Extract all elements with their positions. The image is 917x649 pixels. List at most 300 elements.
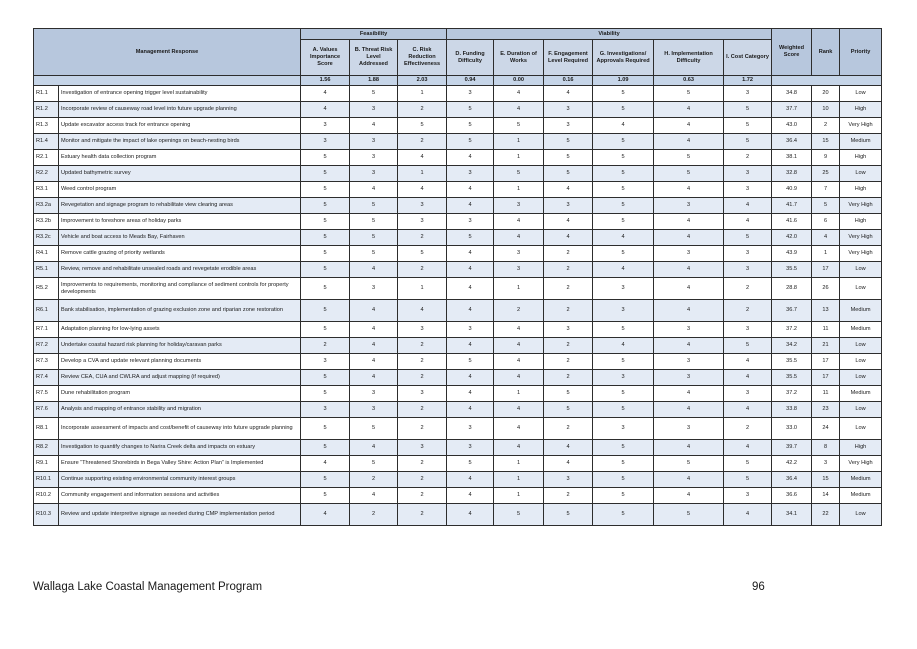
priority-cell: High (840, 102, 882, 118)
criterion-score: 4 (350, 322, 398, 338)
priority-cell: Medium (840, 488, 882, 504)
criterion-score: 2 (544, 370, 593, 386)
response-description: Undertake coastal hazard risk planning for holiday/caravan parks (59, 338, 301, 354)
rank-cell: 25 (812, 166, 840, 182)
criterion-score: 2 (398, 134, 447, 150)
criterion-score: 5 (593, 386, 654, 402)
criterion-score: 2 (544, 418, 593, 440)
criterion-score: 5 (301, 386, 350, 402)
criterion-score: 5 (654, 504, 724, 526)
rank-cell: 11 (812, 322, 840, 338)
criterion-score: 3 (350, 278, 398, 300)
rank-header: Rank (812, 29, 840, 76)
rank-cell: 5 (812, 198, 840, 214)
criterion-score: 5 (301, 322, 350, 338)
response-description: Incorporate review of causeway road level into future upgrade planning (59, 102, 301, 118)
criterion-score: 3 (398, 198, 447, 214)
response-description: Review and update interpretive signage as needed during CMP implementation period (59, 504, 301, 526)
criterion-score: 5 (593, 472, 654, 488)
rank-cell: 24 (812, 418, 840, 440)
criterion-score: 5 (593, 182, 654, 198)
criterion-score: 4 (350, 440, 398, 456)
weighted-score-cell: 33.0 (772, 418, 812, 440)
criterion-score: 5 (350, 86, 398, 102)
criterion-score: 4 (544, 440, 593, 456)
criterion-score: 5 (593, 86, 654, 102)
priority-cell: Very High (840, 230, 882, 246)
response-description: Adaptation planning for low-lying assets (59, 322, 301, 338)
criterion-score: 4 (494, 102, 544, 118)
criterion-score: 4 (398, 150, 447, 166)
response-description: Analysis and mapping of entrance stability and migration (59, 402, 301, 418)
response-description: Weed control program (59, 182, 301, 198)
criterion-score: 3 (447, 166, 494, 182)
criterion-weight: 1.72 (724, 76, 772, 86)
criterion-header: F. Engagement Level Required (544, 40, 593, 76)
response-description: Review CEA, CUA and CWLRA and adjust mapping (if required) (59, 370, 301, 386)
rank-cell: 8 (812, 440, 840, 456)
criterion-score: 3 (398, 214, 447, 230)
response-id: R9.1 (34, 456, 59, 472)
criterion-score: 2 (544, 278, 593, 300)
criterion-score: 4 (494, 440, 544, 456)
criterion-score: 4 (301, 456, 350, 472)
criterion-score: 4 (724, 402, 772, 418)
viability-group-header: Viability (447, 29, 772, 40)
criterion-score: 2 (350, 472, 398, 488)
criterion-score: 4 (494, 230, 544, 246)
criterion-score: 4 (654, 214, 724, 230)
table-row (34, 214, 882, 230)
criterion-score: 3 (350, 102, 398, 118)
weighted-score-cell: 43.9 (772, 246, 812, 262)
criterion-score: 4 (654, 488, 724, 504)
rank-cell: 15 (812, 134, 840, 150)
table-row (34, 370, 882, 386)
criterion-score: 3 (494, 262, 544, 278)
priority-cell: Low (840, 278, 882, 300)
criterion-header: H. Implementation Difficulty (654, 40, 724, 76)
response-id: R1.4 (34, 134, 59, 150)
criterion-score: 5 (350, 198, 398, 214)
criterion-score: 5 (350, 230, 398, 246)
criterion-score: 3 (724, 262, 772, 278)
criterion-score: 5 (593, 402, 654, 418)
criterion-score: 3 (398, 440, 447, 456)
response-description: Community engagement and information sessions and activities (59, 488, 301, 504)
priority-cell: Medium (840, 300, 882, 322)
priority-cell: Medium (840, 386, 882, 402)
criterion-score: 2 (544, 338, 593, 354)
criterion-score: 4 (593, 230, 654, 246)
criterion-score: 5 (301, 230, 350, 246)
criterion-score: 2 (398, 418, 447, 440)
criterion-score: 2 (398, 402, 447, 418)
response-id: R3.2c (34, 230, 59, 246)
response-id: R10.2 (34, 488, 59, 504)
weighted-score-cell: 35.5 (772, 262, 812, 278)
criterion-score: 4 (724, 214, 772, 230)
response-description: Review, remove and rehabilitate unsealed roads and revegetate erodible areas (59, 262, 301, 278)
criterion-score: 5 (447, 102, 494, 118)
criterion-score: 2 (494, 300, 544, 322)
weighted-score-cell: 41.6 (772, 214, 812, 230)
criterion-score: 4 (494, 322, 544, 338)
criterion-score: 4 (654, 230, 724, 246)
criterion-score: 5 (593, 134, 654, 150)
criterion-score: 4 (447, 370, 494, 386)
priority-cell: Very High (840, 118, 882, 134)
criterion-score: 4 (447, 246, 494, 262)
criterion-score: 3 (447, 86, 494, 102)
criterion-score: 5 (593, 488, 654, 504)
criterion-score: 3 (724, 246, 772, 262)
criterion-score: 2 (544, 246, 593, 262)
priority-cell: Very High (840, 456, 882, 472)
response-id: R3.1 (34, 182, 59, 198)
weighted-score-cell: 33.8 (772, 402, 812, 418)
table-row (34, 418, 882, 440)
criterion-score: 2 (301, 338, 350, 354)
criterion-score: 5 (398, 118, 447, 134)
priority-cell: Medium (840, 322, 882, 338)
criterion-score: 3 (350, 150, 398, 166)
criterion-score: 4 (494, 214, 544, 230)
rank-cell: 14 (812, 488, 840, 504)
weighted-score-cell: 35.5 (772, 354, 812, 370)
criterion-score: 1 (398, 278, 447, 300)
criterion-score: 4 (447, 182, 494, 198)
criterion-score: 4 (593, 118, 654, 134)
criterion-score: 5 (593, 166, 654, 182)
criterion-score: 4 (544, 456, 593, 472)
response-id: R6.1 (34, 300, 59, 322)
rank-cell: 2 (812, 118, 840, 134)
criterion-score: 4 (654, 386, 724, 402)
weighted-score-cell: 36.6 (772, 488, 812, 504)
table-row (34, 118, 882, 134)
criterion-score: 1 (494, 386, 544, 402)
criterion-score: 2 (544, 354, 593, 370)
table-row (34, 182, 882, 198)
criterion-score: 4 (447, 300, 494, 322)
response-description: Incorporate assessment of impacts and cost/benefit of causeway into future upgrade planning (59, 418, 301, 440)
weighted-score-cell: 42.0 (772, 230, 812, 246)
rank-cell: 26 (812, 278, 840, 300)
criterion-score: 3 (724, 86, 772, 102)
weighted-score-cell: 37.2 (772, 386, 812, 402)
table-row (34, 386, 882, 402)
criterion-score: 4 (724, 504, 772, 526)
weighted-score-cell: 36.4 (772, 134, 812, 150)
criterion-score: 3 (350, 166, 398, 182)
criterion-score: 4 (544, 182, 593, 198)
criterion-header: C. Risk Reduction Effectiveness (398, 40, 447, 76)
criterion-score: 4 (447, 150, 494, 166)
rank-cell: 4 (812, 230, 840, 246)
criterion-score: 2 (544, 488, 593, 504)
response-description: Investigation to quantify changes to Narira Creek delta and impacts on estuary (59, 440, 301, 456)
criterion-score: 5 (724, 102, 772, 118)
criterion-score: 5 (494, 118, 544, 134)
response-id: R10.3 (34, 504, 59, 526)
rank-cell: 17 (812, 262, 840, 278)
rank-cell: 17 (812, 370, 840, 386)
priority-cell: High (840, 214, 882, 230)
criterion-weight: 2.03 (398, 76, 447, 86)
response-description: Continue supporting existing environmental community interest groups (59, 472, 301, 488)
criterion-score: 3 (724, 182, 772, 198)
response-description: Bank stabilisation, implementation of grazing exclusion zone and riparian zone restoration (59, 300, 301, 322)
criterion-score: 2 (398, 488, 447, 504)
criterion-score: 3 (544, 118, 593, 134)
criterion-header: D. Funding Difficulty (447, 40, 494, 76)
criterion-score: 5 (301, 418, 350, 440)
criterion-score: 5 (447, 456, 494, 472)
criterion-score: 5 (593, 214, 654, 230)
priority-cell: Low (840, 370, 882, 386)
criterion-score: 3 (398, 386, 447, 402)
criterion-score: 4 (654, 262, 724, 278)
response-id: R8.1 (34, 418, 59, 440)
criterion-score: 5 (350, 214, 398, 230)
table-row (34, 456, 882, 472)
priority-cell: Medium (840, 134, 882, 150)
criterion-score: 4 (350, 338, 398, 354)
response-id: R10.1 (34, 472, 59, 488)
criterion-score: 5 (447, 354, 494, 370)
criterion-score: 3 (301, 118, 350, 134)
criterion-score: 4 (350, 300, 398, 322)
criterion-score: 1 (494, 278, 544, 300)
table-body (34, 86, 882, 526)
response-id: R7.6 (34, 402, 59, 418)
criterion-score: 3 (447, 440, 494, 456)
table-row (34, 322, 882, 338)
response-description: Improvements to requirements, monitoring and compliance of sediment controls for property developments (59, 278, 301, 300)
criterion-score: 1 (494, 488, 544, 504)
weighted-score-cell: 28.8 (772, 278, 812, 300)
response-id: R7.3 (34, 354, 59, 370)
criterion-score: 3 (301, 402, 350, 418)
criterion-score: 5 (593, 102, 654, 118)
response-id: R7.1 (34, 322, 59, 338)
response-id: R7.5 (34, 386, 59, 402)
criterion-score: 3 (544, 198, 593, 214)
criterion-score: 2 (398, 472, 447, 488)
criterion-score: 3 (724, 322, 772, 338)
criterion-score: 2 (724, 300, 772, 322)
criterion-score: 1 (494, 150, 544, 166)
response-id: R4.1 (34, 246, 59, 262)
weighted-score-cell: 36.4 (772, 472, 812, 488)
criterion-score: 1 (494, 472, 544, 488)
criterion-score: 5 (301, 246, 350, 262)
weighted-score-cell: 37.2 (772, 322, 812, 338)
criterion-score: 4 (544, 86, 593, 102)
criterion-score: 5 (350, 456, 398, 472)
management-response-header: Management Response (34, 29, 301, 76)
criterion-score: 5 (301, 150, 350, 166)
criterion-score: 1 (398, 166, 447, 182)
criterion-score: 4 (301, 504, 350, 526)
criterion-score: 5 (724, 338, 772, 354)
criterion-score: 5 (447, 134, 494, 150)
criterion-score: 4 (494, 354, 544, 370)
criterion-score: 4 (447, 198, 494, 214)
page-number: 96 (752, 581, 765, 593)
response-description: Dune rehabilitation program (59, 386, 301, 402)
criterion-score: 3 (544, 322, 593, 338)
weighted-score-cell: 32.8 (772, 166, 812, 182)
table-row (34, 488, 882, 504)
rank-cell: 21 (812, 338, 840, 354)
criterion-score: 5 (301, 472, 350, 488)
rank-cell: 17 (812, 354, 840, 370)
criterion-score: 5 (593, 440, 654, 456)
response-id: R1.3 (34, 118, 59, 134)
criterion-score: 5 (494, 166, 544, 182)
criterion-score: 5 (301, 488, 350, 504)
criterion-score: 3 (593, 370, 654, 386)
criterion-score: 3 (301, 134, 350, 150)
criterion-score: 1 (398, 86, 447, 102)
priority-header: Priority (840, 29, 882, 76)
criterion-score: 5 (654, 166, 724, 182)
criterion-score: 3 (724, 488, 772, 504)
criterion-score: 3 (654, 246, 724, 262)
criterion-score: 5 (593, 246, 654, 262)
rank-cell: 1 (812, 246, 840, 262)
criterion-score: 3 (654, 418, 724, 440)
table-row (34, 338, 882, 354)
criterion-score: 5 (301, 440, 350, 456)
table-row (34, 102, 882, 118)
criterion-score: 2 (398, 338, 447, 354)
criterion-score: 4 (654, 102, 724, 118)
criterion-score: 5 (724, 230, 772, 246)
criterion-score: 3 (301, 354, 350, 370)
response-id: R3.2b (34, 214, 59, 230)
weighted-score-cell: 42.2 (772, 456, 812, 472)
criterion-score: 4 (447, 278, 494, 300)
criterion-score: 4 (447, 338, 494, 354)
response-id: R7.4 (34, 370, 59, 386)
criterion-score: 4 (447, 262, 494, 278)
response-id: R2.2 (34, 166, 59, 182)
criterion-score: 1 (494, 182, 544, 198)
evaluation-table (33, 28, 882, 526)
rank-cell: 15 (812, 472, 840, 488)
response-description: Develop a CVA and update relevant planning documents (59, 354, 301, 370)
criterion-score: 5 (301, 262, 350, 278)
table-row (34, 354, 882, 370)
table-row (34, 246, 882, 262)
criterion-score: 2 (398, 354, 447, 370)
criterion-score: 4 (350, 262, 398, 278)
criterion-score: 5 (593, 322, 654, 338)
criterion-score: 3 (544, 102, 593, 118)
criterion-header: G. Investigations/ Approvals Required (593, 40, 654, 76)
criterion-score: 3 (350, 134, 398, 150)
weighted-score-cell: 40.9 (772, 182, 812, 198)
criterion-score: 5 (544, 386, 593, 402)
criterion-score: 4 (301, 86, 350, 102)
criterion-score: 5 (544, 150, 593, 166)
criterion-score: 5 (301, 278, 350, 300)
response-id: R3.2a (34, 198, 59, 214)
table-row (34, 472, 882, 488)
criterion-score: 4 (654, 402, 724, 418)
response-description: Updated bathymetric survey (59, 166, 301, 182)
criterion-weight: 1.09 (593, 76, 654, 86)
response-id: R5.1 (34, 262, 59, 278)
criterion-score: 4 (350, 370, 398, 386)
priority-cell: Very High (840, 198, 882, 214)
weighted-score-cell: 38.1 (772, 150, 812, 166)
table-row (34, 504, 882, 526)
table-row (34, 230, 882, 246)
criterion-score: 2 (544, 262, 593, 278)
rank-cell: 3 (812, 456, 840, 472)
criterion-score: 3 (350, 402, 398, 418)
criterion-score: 5 (398, 246, 447, 262)
priority-cell: Low (840, 338, 882, 354)
criterion-score: 4 (447, 472, 494, 488)
priority-cell: Low (840, 86, 882, 102)
criterion-score: 3 (654, 198, 724, 214)
criterion-score: 3 (544, 472, 593, 488)
criterion-score: 3 (593, 300, 654, 322)
criterion-score: 3 (654, 370, 724, 386)
criterion-score: 5 (544, 134, 593, 150)
criterion-score: 3 (654, 354, 724, 370)
priority-cell: High (840, 182, 882, 198)
priority-cell: Medium (840, 472, 882, 488)
criterion-score: 5 (301, 370, 350, 386)
criterion-score: 4 (494, 418, 544, 440)
criterion-score: 4 (301, 102, 350, 118)
criterion-score: 5 (593, 198, 654, 214)
criterion-weight: 1.88 (350, 76, 398, 86)
criterion-score: 4 (398, 182, 447, 198)
table-row (34, 300, 882, 322)
criterion-score: 4 (350, 118, 398, 134)
response-description: Investigation of entrance opening trigger level sustainability (59, 86, 301, 102)
criterion-score: 4 (654, 338, 724, 354)
priority-cell: Low (840, 354, 882, 370)
feasibility-group-header: Feasibility (301, 29, 447, 40)
rank-cell: 11 (812, 386, 840, 402)
criterion-score: 5 (301, 166, 350, 182)
criterion-score: 4 (654, 300, 724, 322)
criterion-score: 4 (398, 300, 447, 322)
criterion-weight: 0.63 (654, 76, 724, 86)
response-description: Ensure “Threatened Shorebirds in Bega Valley Shire: Action Plan” is Implemented (59, 456, 301, 472)
table-row (34, 262, 882, 278)
criterion-score: 5 (350, 246, 398, 262)
criterion-score: 4 (724, 198, 772, 214)
weighted-score-header: Weighted Score (772, 29, 812, 76)
criterion-score: 4 (350, 488, 398, 504)
criterion-score: 2 (724, 278, 772, 300)
criterion-score: 5 (724, 118, 772, 134)
criterion-score: 5 (544, 166, 593, 182)
table-row (34, 278, 882, 300)
criterion-score: 4 (593, 338, 654, 354)
table-row (34, 86, 882, 102)
criterion-score: 3 (494, 246, 544, 262)
